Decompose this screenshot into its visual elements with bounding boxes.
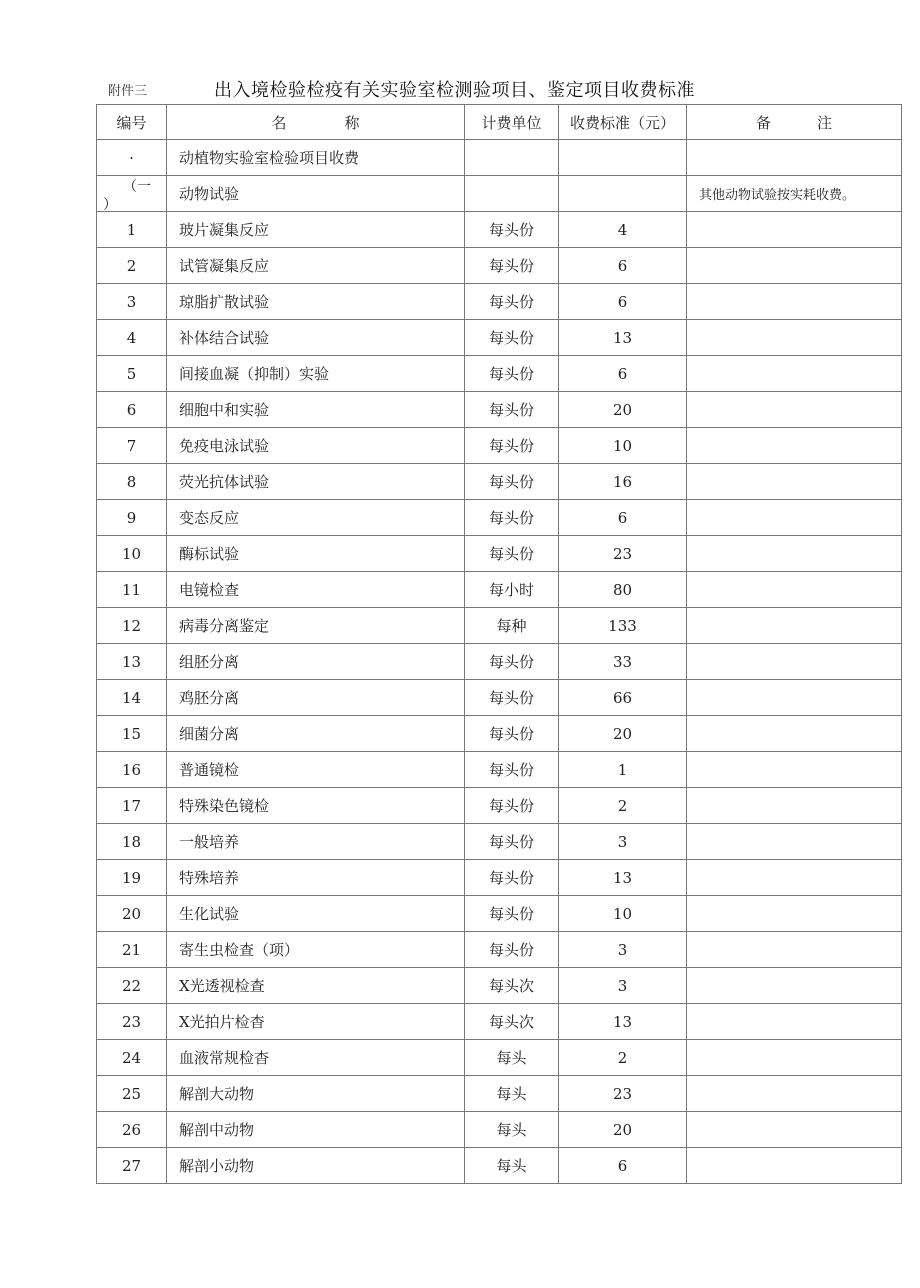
section-note-cell xyxy=(687,140,902,176)
row-number: 10 xyxy=(97,536,167,572)
row-billing-unit: 每头次 xyxy=(465,968,559,1004)
row-note xyxy=(687,860,902,896)
row-billing-unit: 每头份 xyxy=(465,320,559,356)
row-number: 7 xyxy=(97,428,167,464)
column-header-unit: 计费单位 xyxy=(465,105,559,140)
table-row xyxy=(97,284,902,320)
row-note xyxy=(687,392,902,428)
row-note xyxy=(687,896,902,932)
subsection-fee-cell xyxy=(559,176,687,212)
row-fee: 16 xyxy=(559,464,687,500)
row-number: 27 xyxy=(97,1148,167,1184)
row-billing-unit: 每头 xyxy=(465,1148,559,1184)
row-number: 20 xyxy=(97,896,167,932)
row-number: 2 xyxy=(97,248,167,284)
row-fee: 66 xyxy=(559,680,687,716)
table-row xyxy=(97,860,902,896)
row-fee: 6 xyxy=(559,248,687,284)
row-number: 17 xyxy=(97,788,167,824)
section-number: · xyxy=(97,140,167,176)
row-note xyxy=(687,608,902,644)
section-fee-cell xyxy=(559,140,687,176)
subsection-title: 动物试验 xyxy=(167,176,465,212)
row-fee: 80 xyxy=(559,572,687,608)
row-item-name: 组胚分离 xyxy=(167,644,465,680)
row-billing-unit: 每头份 xyxy=(465,824,559,860)
row-fee: 6 xyxy=(559,500,687,536)
row-fee: 6 xyxy=(559,284,687,320)
row-number: 22 xyxy=(97,968,167,1004)
row-number: 9 xyxy=(97,500,167,536)
row-billing-unit: 每头 xyxy=(465,1076,559,1112)
row-number: 25 xyxy=(97,1076,167,1112)
subsection-unit-cell xyxy=(465,176,559,212)
fee-table xyxy=(96,104,902,1184)
row-item-name: 免疫电泳试验 xyxy=(167,428,465,464)
table-row xyxy=(97,500,902,536)
row-fee: 6 xyxy=(559,1148,687,1184)
table-row xyxy=(97,1112,902,1148)
table-row xyxy=(97,572,902,608)
row-item-name: 变态反应 xyxy=(167,500,465,536)
table-header-row xyxy=(97,105,902,140)
table-row xyxy=(97,212,902,248)
row-note xyxy=(687,320,902,356)
row-item-name: 解剖中动物 xyxy=(167,1112,465,1148)
table-row xyxy=(97,1148,902,1184)
row-note xyxy=(687,1112,902,1148)
row-item-name: 一般培养 xyxy=(167,824,465,860)
row-fee: 10 xyxy=(559,428,687,464)
row-note xyxy=(687,968,902,1004)
row-item-name: 解剖大动物 xyxy=(167,1076,465,1112)
row-fee: 13 xyxy=(559,860,687,896)
section-unit-cell xyxy=(465,140,559,176)
table-row xyxy=(97,932,902,968)
row-billing-unit: 每头份 xyxy=(465,752,559,788)
column-header-note: 备 注 xyxy=(687,105,902,140)
table-row xyxy=(97,248,902,284)
row-item-name: 间接血凝（抑制）实验 xyxy=(167,356,465,392)
row-item-name: X光拍片检杳 xyxy=(167,1004,465,1040)
table-row xyxy=(97,968,902,1004)
row-fee: 4 xyxy=(559,212,687,248)
row-item-name: 玻片凝集反应 xyxy=(167,212,465,248)
row-item-name: 电镜检查 xyxy=(167,572,465,608)
row-note xyxy=(687,752,902,788)
row-billing-unit: 每种 xyxy=(465,608,559,644)
row-note xyxy=(687,932,902,968)
row-fee: 3 xyxy=(559,968,687,1004)
row-item-name: 补体结合试验 xyxy=(167,320,465,356)
row-billing-unit: 每头 xyxy=(465,1112,559,1148)
row-note xyxy=(687,1148,902,1184)
table-row xyxy=(97,1004,902,1040)
row-note xyxy=(687,716,902,752)
row-fee: 33 xyxy=(559,644,687,680)
row-number: 3 xyxy=(97,284,167,320)
table-row xyxy=(97,896,902,932)
row-fee: 3 xyxy=(559,932,687,968)
row-item-name: 寄生虫检查（项） xyxy=(167,932,465,968)
table-row xyxy=(97,464,902,500)
table-row xyxy=(97,644,902,680)
table-row xyxy=(97,608,902,644)
row-billing-unit: 每头份 xyxy=(465,500,559,536)
row-item-name: 特殊培养 xyxy=(167,860,465,896)
row-billing-unit: 每头份 xyxy=(465,896,559,932)
row-item-name: 血液常规检杳 xyxy=(167,1040,465,1076)
row-note xyxy=(687,464,902,500)
row-item-name: 特殊染色镜检 xyxy=(167,788,465,824)
column-header-fee: 收费标准（元） xyxy=(559,105,687,140)
row-fee: 10 xyxy=(559,896,687,932)
table-row xyxy=(97,824,902,860)
table-row xyxy=(97,716,902,752)
row-item-name: 生化试验 xyxy=(167,896,465,932)
row-billing-unit: 每头次 xyxy=(465,1004,559,1040)
row-number: 21 xyxy=(97,932,167,968)
row-number: 11 xyxy=(97,572,167,608)
row-billing-unit: 每头份 xyxy=(465,428,559,464)
row-item-name: 酶标试验 xyxy=(167,536,465,572)
row-fee: 23 xyxy=(559,1076,687,1112)
row-note xyxy=(687,212,902,248)
row-note xyxy=(687,644,902,680)
row-item-name: 解剖小动物 xyxy=(167,1148,465,1184)
subsection-number-top: （一 xyxy=(123,179,151,195)
row-billing-unit: 每头份 xyxy=(465,392,559,428)
row-number: 12 xyxy=(97,608,167,644)
table-row xyxy=(97,428,902,464)
document-title: 出入境检验检疫有关实验室检测验项目、鉴定项目收费标准 xyxy=(214,80,695,101)
column-header-name: 名 称 xyxy=(167,105,465,140)
row-note xyxy=(687,572,902,608)
row-note xyxy=(687,1040,902,1076)
row-billing-unit: 每头份 xyxy=(465,932,559,968)
row-billing-unit: 每头份 xyxy=(465,536,559,572)
row-billing-unit: 每头 xyxy=(465,1040,559,1076)
row-billing-unit: 每头份 xyxy=(465,860,559,896)
table-row xyxy=(97,320,902,356)
row-note xyxy=(687,356,902,392)
row-fee: 13 xyxy=(559,1004,687,1040)
table-row xyxy=(97,536,902,572)
row-note xyxy=(687,284,902,320)
row-item-name: 细胞中和实验 xyxy=(167,392,465,428)
subsection-note: 其他动物试验按实耗收费。 xyxy=(687,176,902,212)
row-number: 23 xyxy=(97,1004,167,1040)
row-number: 26 xyxy=(97,1112,167,1148)
subsection-number-bottom: ） xyxy=(103,197,117,212)
row-fee: 23 xyxy=(559,536,687,572)
row-number: 6 xyxy=(97,392,167,428)
section-row-animal-tests xyxy=(97,176,902,212)
row-fee: 13 xyxy=(559,320,687,356)
row-item-name: 普通镜检 xyxy=(167,752,465,788)
table-row xyxy=(97,1040,902,1076)
row-number: 15 xyxy=(97,716,167,752)
attachment-label: 附件三 xyxy=(108,84,148,99)
table-row xyxy=(97,392,902,428)
row-billing-unit: 每头份 xyxy=(465,248,559,284)
row-billing-unit: 每头份 xyxy=(465,356,559,392)
row-note xyxy=(687,824,902,860)
row-fee: 2 xyxy=(559,1040,687,1076)
row-item-name: 鸡胚分离 xyxy=(167,680,465,716)
row-note xyxy=(687,1004,902,1040)
section-title: 动植物实验室检验项目收费 xyxy=(167,140,465,176)
row-item-name: X光透视检查 xyxy=(167,968,465,1004)
row-item-name: 细菌分离 xyxy=(167,716,465,752)
row-fee: 3 xyxy=(559,824,687,860)
row-number: 5 xyxy=(97,356,167,392)
row-billing-unit: 每头份 xyxy=(465,644,559,680)
row-number: 8 xyxy=(97,464,167,500)
row-billing-unit: 每头份 xyxy=(465,212,559,248)
row-fee: 1 xyxy=(559,752,687,788)
row-note xyxy=(687,248,902,284)
row-billing-unit: 每头份 xyxy=(465,464,559,500)
row-billing-unit: 每小时 xyxy=(465,572,559,608)
row-fee: 20 xyxy=(559,392,687,428)
row-note xyxy=(687,680,902,716)
table-row xyxy=(97,680,902,716)
row-note xyxy=(687,428,902,464)
row-billing-unit: 每头份 xyxy=(465,284,559,320)
subsection-number xyxy=(97,176,167,212)
row-note xyxy=(687,788,902,824)
table-row xyxy=(97,788,902,824)
row-note xyxy=(687,536,902,572)
column-header-no: 编号 xyxy=(97,105,167,140)
row-number: 19 xyxy=(97,860,167,896)
row-fee: 6 xyxy=(559,356,687,392)
row-fee: 2 xyxy=(559,788,687,824)
row-number: 13 xyxy=(97,644,167,680)
row-number: 16 xyxy=(97,752,167,788)
row-number: 14 xyxy=(97,680,167,716)
row-billing-unit: 每头份 xyxy=(465,788,559,824)
row-number: 24 xyxy=(97,1040,167,1076)
row-item-name: 琼脂扩散试验 xyxy=(167,284,465,320)
table-row xyxy=(97,1076,902,1112)
row-item-name: 病毒分离鉴定 xyxy=(167,608,465,644)
row-item-name: 试管凝集反应 xyxy=(167,248,465,284)
row-billing-unit: 每头份 xyxy=(465,716,559,752)
table-row xyxy=(97,752,902,788)
row-fee: 20 xyxy=(559,716,687,752)
section-row-lab-fees xyxy=(97,140,902,176)
row-item-name: 荧光抗体试验 xyxy=(167,464,465,500)
row-number: 4 xyxy=(97,320,167,356)
row-number: 18 xyxy=(97,824,167,860)
table-row xyxy=(97,356,902,392)
row-number: 1 xyxy=(97,212,167,248)
row-fee: 133 xyxy=(559,608,687,644)
row-note xyxy=(687,1076,902,1112)
row-note xyxy=(687,500,902,536)
row-fee: 20 xyxy=(559,1112,687,1148)
row-billing-unit: 每头份 xyxy=(465,680,559,716)
